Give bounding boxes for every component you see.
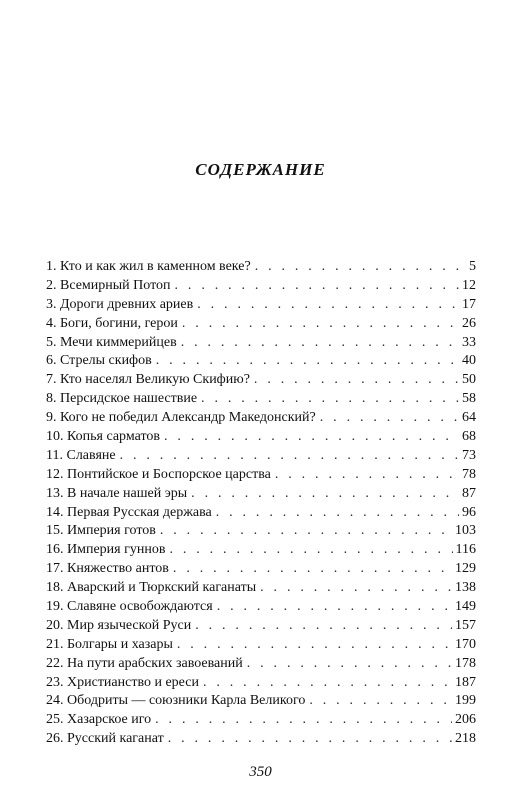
toc-entry — [46, 390, 476, 409]
toc-entry-number: 7. — [46, 372, 57, 388]
toc-entry-title: Княжество антов — [67, 561, 169, 577]
toc-entry-title: Аварский и Тюркский каганаты — [67, 580, 257, 596]
toc-entry-heading — [46, 428, 160, 447]
toc-entry-number: 13. — [46, 485, 64, 501]
toc-entry-title: Первая Русская держава — [67, 504, 212, 520]
toc-entry-number: 20. — [46, 617, 64, 633]
toc-entry-heading — [46, 258, 251, 277]
dot-leader — [255, 258, 466, 277]
toc-entry-heading — [46, 390, 197, 409]
dot-leader — [254, 371, 459, 390]
dot-leader — [173, 560, 452, 579]
toc-entry — [46, 636, 476, 655]
toc-entry-number: 23. — [46, 674, 64, 690]
toc-entry-heading — [46, 315, 178, 334]
toc-entry-page: 40 — [462, 353, 476, 369]
toc-entry-heading — [46, 409, 316, 428]
page-title: СОДЕРЖАНИЕ — [195, 160, 326, 179]
toc-entry-title: Христианство и ереси — [67, 674, 199, 690]
toc-entry-page: 64 — [462, 410, 476, 426]
toc-entry — [46, 296, 476, 315]
toc-entry-title: Всемирный Потоп — [60, 277, 171, 293]
toc-entry-page: 206 — [455, 712, 476, 728]
toc-entry-heading — [46, 504, 212, 523]
dot-leader — [169, 541, 452, 560]
toc-entry-number: 22. — [46, 655, 64, 671]
dot-leader — [197, 296, 459, 315]
toc-entry-page: 170 — [455, 636, 476, 652]
toc-entry-page: 33 — [462, 334, 476, 350]
dot-leader — [201, 390, 459, 409]
toc-entry — [46, 277, 476, 296]
toc-entry — [46, 541, 476, 560]
toc-entry-heading — [46, 352, 152, 371]
toc-entry-title: Кто населял Великую Скифию? — [60, 372, 250, 388]
dot-leader — [275, 466, 459, 485]
toc-entry-heading — [46, 579, 256, 598]
toc-entry-heading — [46, 371, 250, 390]
toc-entry-page: 87 — [462, 485, 476, 501]
dot-leader — [156, 352, 459, 371]
toc-entry-number: 9. — [46, 410, 57, 426]
dot-leader — [177, 636, 452, 655]
toc-entry-title: В начале нашей эры — [67, 485, 188, 501]
toc-entry-title: Ободриты — союзники Карла Великого — [67, 693, 306, 709]
toc-entry-number: 24. — [46, 693, 64, 709]
toc-entry — [46, 409, 476, 428]
toc-entry-page: 78 — [462, 466, 476, 482]
toc-entry-page: 50 — [462, 372, 476, 388]
dot-leader — [309, 692, 452, 711]
toc-entry-page: 129 — [455, 561, 476, 577]
toc-entry-page: 138 — [455, 580, 476, 596]
toc-entry-title: Персидское нашествие — [60, 391, 198, 407]
toc-entry-page: 116 — [455, 542, 476, 558]
toc-entry-heading — [46, 730, 164, 749]
toc-entry — [46, 466, 476, 485]
toc-entry-title: Копья сарматов — [67, 429, 161, 445]
toc-entry — [46, 258, 476, 277]
toc-entry — [46, 485, 476, 504]
toc-entry-number: 6. — [46, 353, 57, 369]
toc-entry — [46, 522, 476, 541]
toc-entry-number: 19. — [46, 599, 64, 615]
toc-entry-title: Болгары и хазары — [67, 636, 173, 652]
dot-leader — [191, 485, 459, 504]
dot-leader — [182, 315, 459, 334]
dot-leader — [203, 674, 452, 693]
toc-entry-heading — [46, 541, 165, 560]
toc-entry-title: Дороги древних ариев — [60, 296, 194, 312]
toc-entry-number: 10. — [46, 429, 64, 445]
toc-entry-number: 26. — [46, 731, 64, 747]
toc-entry-heading — [46, 636, 173, 655]
toc-entry-heading — [46, 674, 199, 693]
toc-entry-heading — [46, 711, 151, 730]
dot-leader — [120, 447, 459, 466]
toc-entry-heading — [46, 277, 171, 296]
toc-entry-title: Хазарское иго — [67, 712, 152, 728]
dot-leader — [168, 730, 452, 749]
toc-entry-number: 4. — [46, 315, 57, 331]
toc-entry-heading — [46, 447, 116, 466]
toc-entry — [46, 674, 476, 693]
dot-leader — [160, 522, 452, 541]
toc-entry-title: Боги, богини, герои — [60, 315, 178, 331]
toc-entry-number: 18. — [46, 580, 64, 596]
toc-entry — [46, 447, 476, 466]
toc-entry-title: На пути арабских завоеваний — [67, 655, 243, 671]
toc-entry-page: 199 — [455, 693, 476, 709]
toc-entry-page: 218 — [455, 731, 476, 747]
toc-entry-page: 73 — [462, 447, 476, 463]
toc-entry — [46, 315, 476, 334]
toc-entry — [46, 428, 476, 447]
toc-entry-title: Понтийское и Боспорское царства — [67, 466, 271, 482]
toc-entry-page: 68 — [462, 429, 476, 445]
toc-entry — [46, 371, 476, 390]
toc-entry-page: 26 — [462, 315, 476, 331]
toc-entry-page: 187 — [455, 674, 476, 690]
toc-entry-heading — [46, 522, 156, 541]
page-number: 350 — [249, 764, 272, 780]
toc-entry — [46, 560, 476, 579]
toc-entry-title: Славяне — [66, 447, 116, 463]
toc-entry-number: 17. — [46, 561, 64, 577]
toc-entry-page: 103 — [455, 523, 476, 539]
toc-entry-title: Кого не победил Александр Македонский? — [60, 410, 316, 426]
toc-entry-page: 157 — [455, 617, 476, 633]
toc-entry-page: 96 — [462, 504, 476, 520]
toc-entry-heading — [46, 296, 193, 315]
toc-entry-number: 25. — [46, 712, 64, 728]
toc-entry-page: 58 — [462, 391, 476, 407]
toc-entry-number: 21. — [46, 636, 64, 652]
table-of-contents — [46, 258, 476, 749]
toc-entry-number: 12. — [46, 466, 64, 482]
toc-entry — [46, 504, 476, 523]
dot-leader — [320, 409, 459, 428]
dot-leader — [247, 655, 452, 674]
dot-leader — [181, 334, 459, 353]
toc-entry-number: 1. — [46, 259, 57, 274]
toc-entry-heading — [46, 617, 191, 636]
toc-entry-heading — [46, 334, 177, 353]
toc-entry-page: 5 — [469, 259, 476, 274]
dot-leader — [195, 617, 452, 636]
toc-entry-number: 15. — [46, 523, 64, 539]
toc-entry-page: 17 — [462, 296, 476, 312]
toc-entry-title: Кто и как жил в каменном веке? — [60, 259, 251, 274]
toc-entry-number: 3. — [46, 296, 57, 312]
toc-entry — [46, 711, 476, 730]
toc-entry-number: 2. — [46, 277, 57, 293]
toc-entry-title: Империя готов — [67, 523, 156, 539]
toc-entry-title: Русский каганат — [67, 731, 164, 747]
toc-entry-heading — [46, 466, 271, 485]
toc-entry-number: 5. — [46, 334, 57, 350]
toc-entry-number: 11. — [46, 447, 63, 463]
dot-leader — [217, 598, 452, 617]
toc-entry-page: 178 — [455, 655, 476, 671]
toc-entry-page: 12 — [462, 277, 476, 293]
toc-entry — [46, 655, 476, 674]
toc-entry-number: 16. — [46, 542, 64, 558]
dot-leader — [216, 504, 459, 523]
dot-leader — [155, 711, 452, 730]
toc-entry — [46, 352, 476, 371]
dot-leader — [164, 428, 459, 447]
toc-entry-title: Империя гуннов — [67, 542, 166, 558]
toc-entry — [46, 598, 476, 617]
toc-entry-title: Стрелы скифов — [60, 353, 152, 369]
toc-entry-heading — [46, 655, 243, 674]
toc-entry-title: Славяне освобождаются — [67, 599, 213, 615]
toc-entry — [46, 617, 476, 636]
dot-leader — [175, 277, 459, 296]
toc-entry-heading — [46, 692, 305, 711]
toc-entry-page: 149 — [455, 599, 476, 615]
toc-entry — [46, 579, 476, 598]
toc-entry-heading — [46, 485, 187, 504]
toc-entry — [46, 692, 476, 711]
toc-entry-title: Мечи киммерийцев — [60, 334, 177, 350]
toc-entry-title: Мир языческой Руси — [67, 617, 192, 633]
toc-entry-heading — [46, 560, 169, 579]
toc-entry-number: 14. — [46, 504, 64, 520]
toc-entry — [46, 730, 476, 749]
toc-entry — [46, 334, 476, 353]
toc-entry-number: 8. — [46, 391, 57, 407]
toc-entry-heading — [46, 598, 213, 617]
dot-leader — [260, 579, 452, 598]
